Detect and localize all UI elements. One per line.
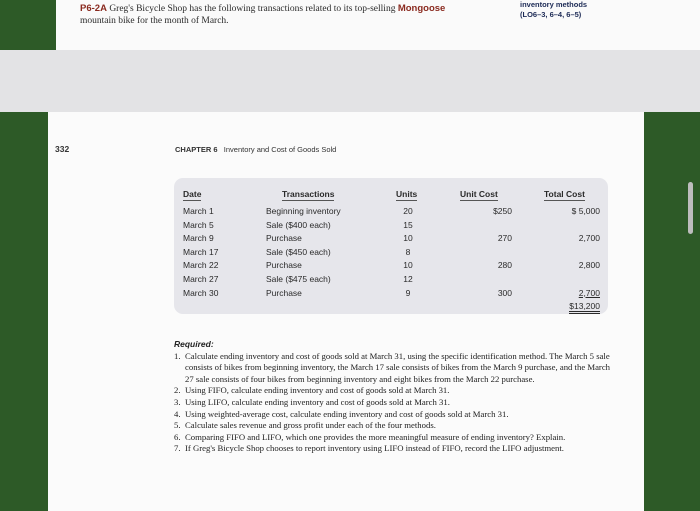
list-item bbox=[174, 397, 614, 409]
table-cell-units: 12 bbox=[403, 273, 413, 284]
item-text: Calculate ending inventory and cost of goods sold at March 31, using the specific identification method. The March 5 sale consists of bikes from beginning inventory, the March 17 sale consists of bikes from the March 9 purchase, and the March 27 sale consists of four bikes from beginning inventory and eight bikes from the March 22 purchase. bbox=[185, 350, 611, 384]
item-text: If Greg's Bicycle Shop chooses to report inventory using LIFO instead of FIFO, record the LIFO adjustment. bbox=[185, 443, 564, 454]
table-cell-total-cost bbox=[544, 219, 600, 233]
table-cell-date: March 5 bbox=[183, 219, 214, 230]
item-text: Using FIFO, calculate ending inventory and cost of goods sold at March 31. bbox=[185, 385, 450, 396]
table-cell-units: 10 bbox=[403, 233, 413, 244]
item-number: 5. bbox=[174, 420, 181, 431]
table-cell-total-cost bbox=[544, 246, 600, 260]
transactions-table bbox=[174, 178, 608, 314]
table-cell-total-cost bbox=[544, 273, 600, 287]
required-section bbox=[174, 339, 614, 455]
chapter-label: CHAPTER 6 bbox=[175, 145, 218, 154]
table-cell-transaction: Purchase bbox=[266, 233, 302, 244]
table-cell-unit-cost: 280 bbox=[497, 260, 512, 271]
table-cell-total-cost: 2,800 bbox=[578, 260, 600, 271]
table-cell-total-cost: 2,700 bbox=[578, 233, 600, 244]
table-cell-unit-cost: 300 bbox=[497, 287, 512, 298]
table-cell-units: 20 bbox=[403, 206, 413, 216]
top-margin-band bbox=[0, 0, 56, 50]
table-cell-unit-cost bbox=[458, 246, 512, 260]
page-number: 332 bbox=[55, 144, 70, 154]
table-cell-total-cost: $ 5,000 bbox=[571, 206, 600, 216]
list-item bbox=[174, 409, 614, 421]
transactions-column bbox=[266, 205, 341, 300]
total-cost-column bbox=[544, 205, 600, 314]
problem-statement bbox=[80, 3, 510, 27]
objective-line-2: (LO6–3, 6–4, 6–5) bbox=[520, 10, 582, 19]
item-text: Comparing FIFO and LIFO, which one provides the more meaningful measure of ending inventory? Explain. bbox=[185, 431, 566, 442]
list-item bbox=[174, 385, 614, 397]
table-cell-units: 9 bbox=[405, 287, 411, 298]
list-item bbox=[174, 351, 614, 386]
item-number: 7. bbox=[174, 443, 181, 454]
objective-line-1: inventory methods bbox=[520, 0, 588, 9]
table-cell-date: March 22 bbox=[183, 260, 219, 271]
problem-text-continued: mountain bike for the month of March. bbox=[80, 16, 229, 26]
page-gap bbox=[0, 50, 700, 112]
chapter-header bbox=[175, 145, 336, 154]
header-date: Date bbox=[183, 189, 202, 199]
list-item bbox=[174, 432, 614, 444]
item-text: Using LIFO, calculate ending inventory and cost of goods sold at March 31. bbox=[185, 396, 450, 407]
scrollbar-thumb[interactable] bbox=[688, 182, 693, 234]
item-number: 1. bbox=[174, 350, 181, 361]
table-cell-date: March 1 bbox=[183, 206, 214, 216]
table-cell-unit-cost: $250 bbox=[493, 206, 512, 216]
required-list bbox=[174, 351, 614, 455]
table-cell-transaction: Beginning inventory bbox=[266, 206, 341, 216]
grand-total: $13,200 bbox=[569, 301, 600, 314]
date-column bbox=[183, 205, 218, 300]
list-item bbox=[174, 443, 614, 455]
right-margin-band bbox=[644, 112, 700, 511]
required-title: Required: bbox=[174, 339, 214, 349]
item-number: 4. bbox=[174, 408, 181, 419]
item-text: Calculate sales revenue and gross profit under each of the four methods. bbox=[185, 420, 436, 431]
table-cell-date: March 30 bbox=[183, 287, 219, 298]
table-cell-transaction: Purchase bbox=[266, 287, 302, 298]
table-cell-transaction: Sale ($400 each) bbox=[266, 219, 331, 230]
table-cell-transaction: Sale ($450 each) bbox=[266, 246, 331, 257]
header-unit-cost: Unit Cost bbox=[460, 189, 498, 199]
table-cell-unit-cost: 270 bbox=[497, 233, 512, 244]
item-number: 3. bbox=[174, 396, 181, 407]
table-cell-date: March 17 bbox=[183, 246, 219, 257]
problem-text: Greg's Bicycle Shop has the following transactions related to its top-selling bbox=[109, 4, 396, 14]
table-cell-units: 8 bbox=[405, 246, 411, 257]
brand-name: Mongoose bbox=[397, 3, 446, 14]
header-transactions: Transactions bbox=[282, 189, 335, 199]
left-margin-band bbox=[0, 112, 48, 511]
table-cell-units: 15 bbox=[403, 219, 413, 230]
table-cell-total-cost: 2,700 bbox=[578, 287, 600, 298]
item-number: 2. bbox=[174, 385, 181, 396]
item-number: 6. bbox=[174, 431, 181, 442]
units-column bbox=[392, 205, 424, 300]
learning-objectives bbox=[520, 0, 660, 20]
item-text: Using weighted-average cost, calculate ending inventory and cost of goods sold at March 31. bbox=[185, 408, 509, 419]
list-item bbox=[174, 420, 614, 432]
header-units: Units bbox=[396, 189, 418, 199]
unit-cost-column bbox=[458, 205, 512, 300]
table-cell-units: 10 bbox=[403, 260, 413, 271]
table-cell-transaction: Purchase bbox=[266, 260, 302, 271]
chapter-title: Inventory and Cost of Goods Sold bbox=[223, 145, 337, 154]
table-cell-transaction: Sale ($475 each) bbox=[266, 273, 331, 284]
table-cell-date: March 9 bbox=[183, 233, 214, 244]
table-cell-unit-cost bbox=[458, 273, 512, 287]
header-total-cost: Total Cost bbox=[544, 189, 585, 199]
table-cell-unit-cost bbox=[458, 219, 512, 233]
problem-id: P6-2A bbox=[80, 3, 107, 14]
table-cell-date: March 27 bbox=[183, 273, 219, 284]
